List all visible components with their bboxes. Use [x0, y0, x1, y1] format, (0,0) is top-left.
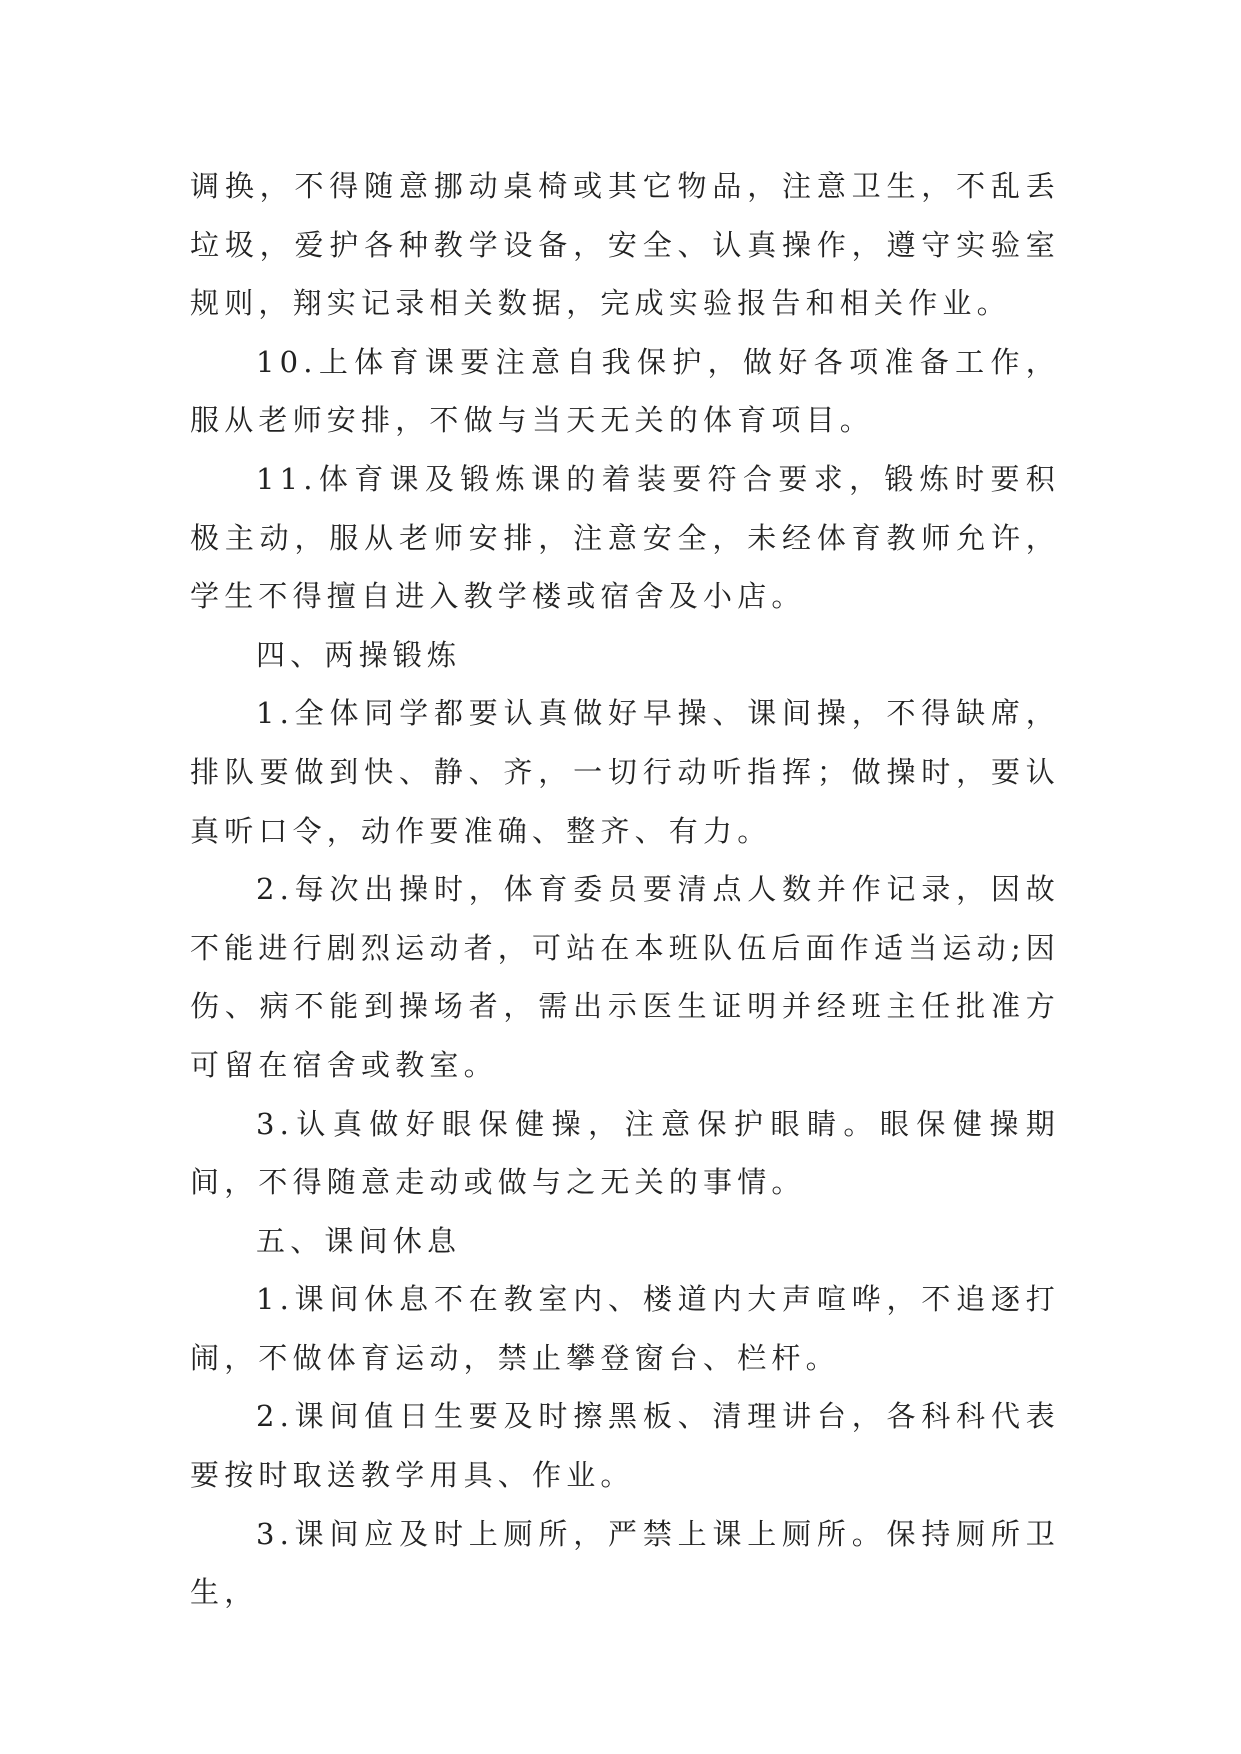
paragraph-continued: 调换，不得随意挪动桌椅或其它物品，注意卫生，不乱丢垃圾，爱护各种教学设备，安全、认真操作，遵守实验室规则，翔实记录相关数据，完成实验报告和相关作业。: [190, 169, 1060, 321]
paragraph-recess-3: 3.课间应及时上厕所，严禁上课上厕所。保持厕所卫生，: [190, 1516, 1060, 1610]
paragraph-exercises-3: 3.认真做好眼保健操，注意保护眼睛。眼保健操期间，不得随意走动或做与之无关的事情。: [190, 1106, 1060, 1200]
paragraph-recess-2: 2.课间值日生要及时擦黑板、清理讲台，各科科代表要按时取送教学用具、作业。: [190, 1399, 1060, 1493]
section-heading-two-exercises: 四、两操锻炼: [256, 637, 462, 672]
document-body: [190, 157, 1060, 1622]
paragraph-exercises-1: 1.全体同学都要认真做好早操、课间操，不得缺席，排队要做到快、静、齐，一切行动听指挥；做操时，要认真听口令，动作要准确、整齐、有力。: [190, 696, 1060, 848]
section-heading-recess: 五、课间休息: [256, 1223, 462, 1258]
paragraph-rule-10: 10.上体育课要注意自我保护，做好各项准备工作，服从老师安排，不做与当天无关的体育项目。: [190, 344, 1060, 438]
paragraph-rule-11: 11.体育课及锻炼课的着装要符合要求，锻炼时要积极主动，服从老师安排，注意安全，未经体育教师允许，学生不得擅自进入教学楼或宿舍及小店。: [190, 461, 1060, 614]
paragraph-recess-1: 1.课间休息不在教室内、楼道内大声喧哗，不追逐打闹，不做体育运动，禁止攀登窗台、栏杆。: [190, 1282, 1060, 1375]
paragraph-exercises-2: 2.每次出操时，体育委员要清点人数并作记录，因故不能进行剧烈运动者，可站在本班队伍后面作适当运动;因伤、病不能到操场者，需出示医生证明并经班主任批准方可留在宿舍或教室。: [190, 872, 1060, 1082]
